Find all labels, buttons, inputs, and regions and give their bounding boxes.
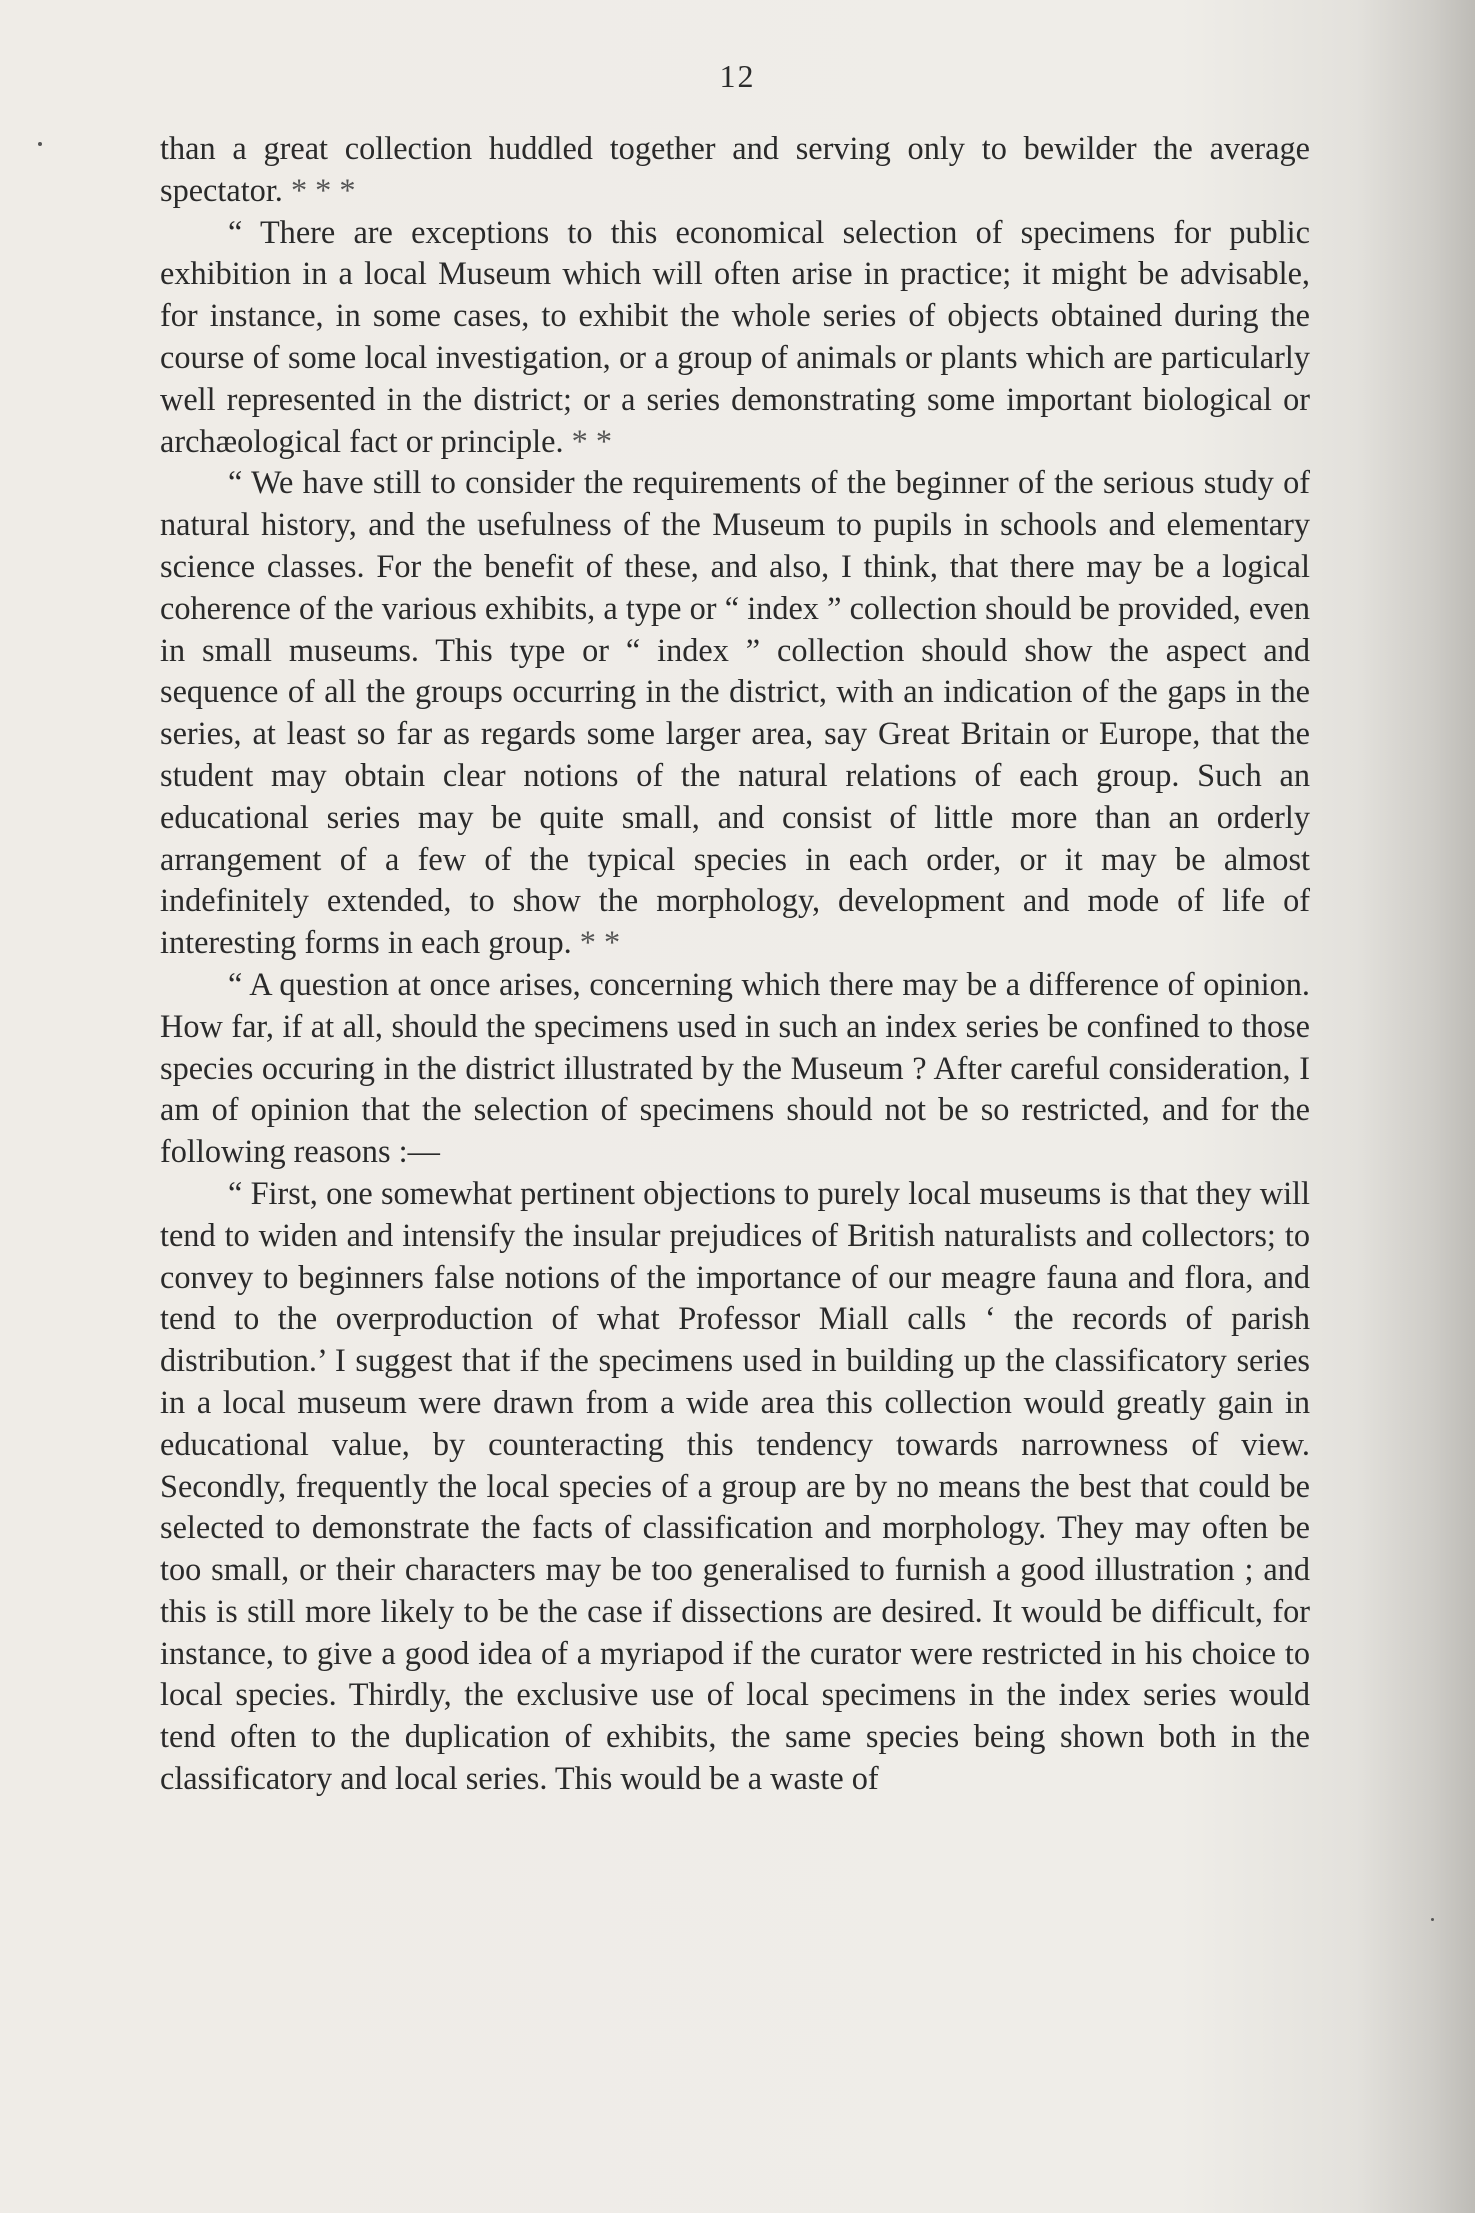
paragraph-2-text: “ There are exceptions to this economical selection of specimens for public exhibition in a local Museum which will often arise in practice; it might be advisable, for instance, in some cases, to exhibit the whole series of objects obtained during the course of some local investigation, or a group of animals or plants which are particularly well represented in the district; or a series demonstrating some important biological or archæological fact or principle. bbox=[160, 213, 1310, 459]
ink-speck bbox=[1431, 1918, 1434, 1921]
paragraph-4 bbox=[160, 964, 1310, 1173]
paragraph-5-text: “ First, one somewhat pertinent objections to purely local museums is that they will tend to widen and intensify the insular prejudices of British naturalists and collectors; to convey to beginners false notions of the importance of our meagre fauna and flora, and tend to the overproduction of what Professor Miall calls ‘ the records of parish distribution.’ I suggest that if the specimens used in building up the classificatory series in a local museum were drawn from a wide area this collection would greatly gain in educational value, by counteracting this tendency towards narrowness of view. Secondly, frequently the local species of a group are by no means the best that could be selected to demonstrate the facts of classification and morphology. They may often be too small, or their characters may be too generalised to furnish a good illustration ; and this is still more likely to be the case if dissections are desired. It would be difficult, for instance, to give a good idea of a myriapod if the curator were restricted in his choice to local species. Thirdly, the exclusive use of local specimens in the index series would tend often to the duplication of exhibits, the same species being shown both in the classificatory and local series. This would be a waste of bbox=[160, 1174, 1310, 1797]
ellipsis-stars: * * * bbox=[290, 171, 356, 208]
paragraph-4-text: “ A question at once arises, concerning which there may be a difference of opinion. How far, if at all, should the specimens used in such an index series be confined to those species occuring in the district illustrated by the Museum ? After careful consideration, I am of opinion that the selection of specimens should not be so restricted, and for the following reasons :— bbox=[160, 965, 1310, 1170]
page-number: 12 bbox=[719, 58, 756, 94]
ellipsis-stars: * * bbox=[571, 422, 612, 459]
body-text bbox=[160, 128, 1310, 1800]
paragraph-3-text: “ We have still to consider the requirements of the beginner of the serious study of natural history, and the usefulness of the Museum to pupils in schools and elementary science classes. For the benefit of these, and also, I think, that there may be a logical coherence of the various exhibits, a type or “ index ” collection should be provided, even in small museums. This type or “ index ” collection should show the aspect and sequence of all the groups occurring in the district, with an indication of the gaps in the series, at least so far as regards some larger area, say Great Britain or Europe, that the student may obtain clear notions of the natural relations of each group. Such an educational series may be quite small, and consist of little more than an orderly arrangement of a few of the typical species in each order, or it may be almost indefinitely extended, to show the morphology, development and mode of life of interesting forms in each group. bbox=[160, 464, 1310, 961]
paragraph-2 bbox=[160, 212, 1310, 463]
paragraph-1 bbox=[160, 128, 1310, 212]
paragraph-1-text: than a great collection huddled together and serving only to bewilder the average spectator. bbox=[160, 130, 1310, 208]
ellipsis-stars: * * bbox=[579, 924, 621, 961]
paragraph-5 bbox=[160, 1173, 1310, 1800]
ink-speck bbox=[38, 142, 42, 146]
paragraph-3 bbox=[160, 462, 1310, 964]
